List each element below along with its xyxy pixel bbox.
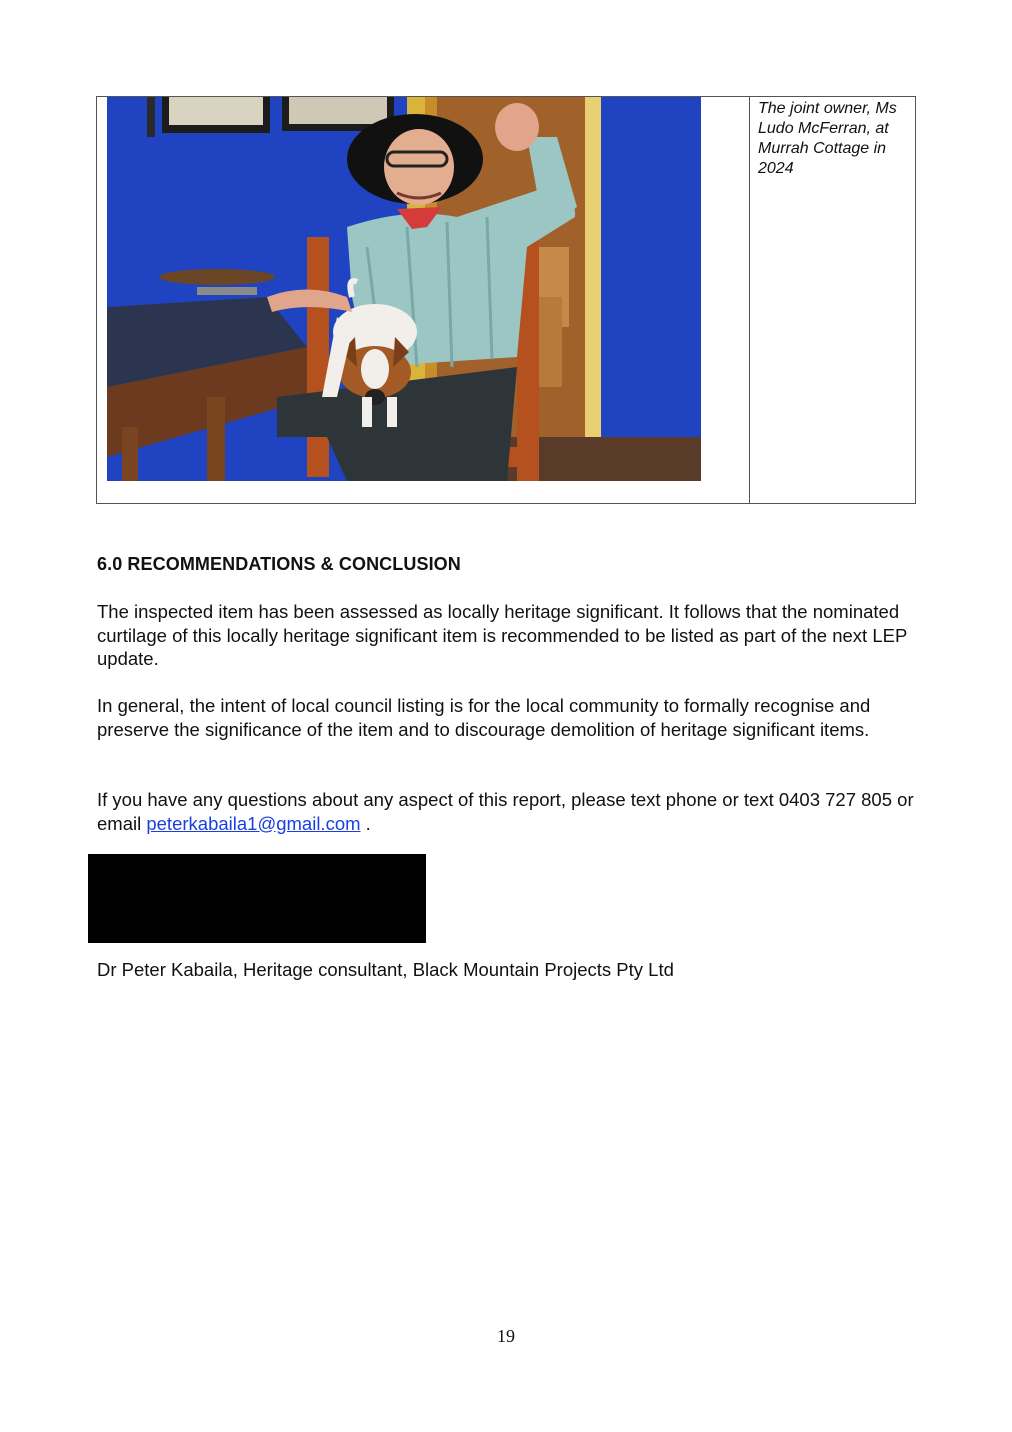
photo-cell: [97, 97, 750, 503]
owner-photo: [107, 97, 701, 481]
contact-text-end: .: [360, 812, 371, 834]
paragraph-council-listing: In general, the intent of local council listing is for the local community to formally recognise and preserve the significance of the item and to discourage demolition of heritage significant items.: [97, 695, 871, 740]
photo-caption: The joint owner, Ms Ludo McFerran, at Murrah Cottage in 2024: [758, 100, 897, 177]
signature-line: Dr Peter Kabaila, Heritage consultant, Black Mountain Projects Pty Ltd: [97, 959, 674, 980]
caption-cell: [750, 97, 915, 503]
contact-text: If you have any questions about any aspect of this report, please text phone or text 0403 727 805 or email: [97, 789, 914, 834]
page-number: 19: [497, 1326, 515, 1346]
email-link[interactable]: peterkabaila1@gmail.com: [146, 812, 361, 834]
paragraph-contact: [97, 788, 927, 835]
section-heading: 6.0 RECOMMENDATIONS & CONCLUSION: [97, 554, 461, 574]
redacted-signature-block: [88, 854, 426, 943]
photo-table: [96, 96, 916, 504]
paragraph-heritage-significance: The inspected item has been assessed as locally heritage significant. It follows that the nominated curtilage of this locally heritage significant item is recommended to be listed as part of the next LEP update.: [97, 601, 907, 669]
